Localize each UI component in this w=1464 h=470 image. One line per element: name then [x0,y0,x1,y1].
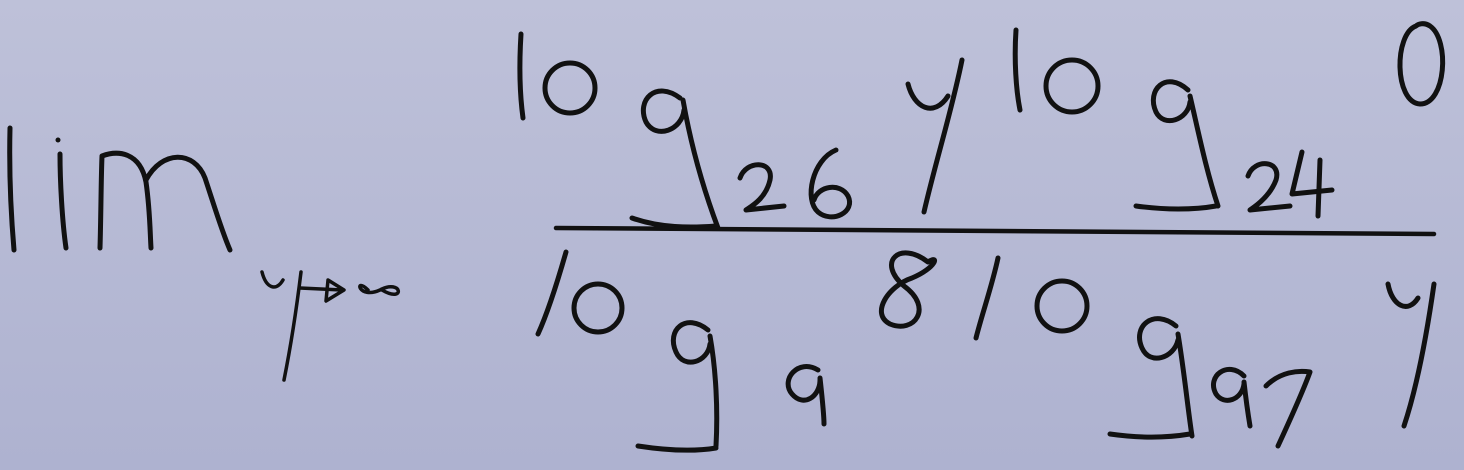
numerator-log-24 [1015,24,1442,216]
limit-operator [10,128,230,250]
numerator-log-26 [520,34,962,228]
denominator-log-9 [538,252,935,450]
limit-subscript [262,272,398,380]
fraction-bar [556,228,1434,234]
denominator-log-97 [976,258,1434,446]
